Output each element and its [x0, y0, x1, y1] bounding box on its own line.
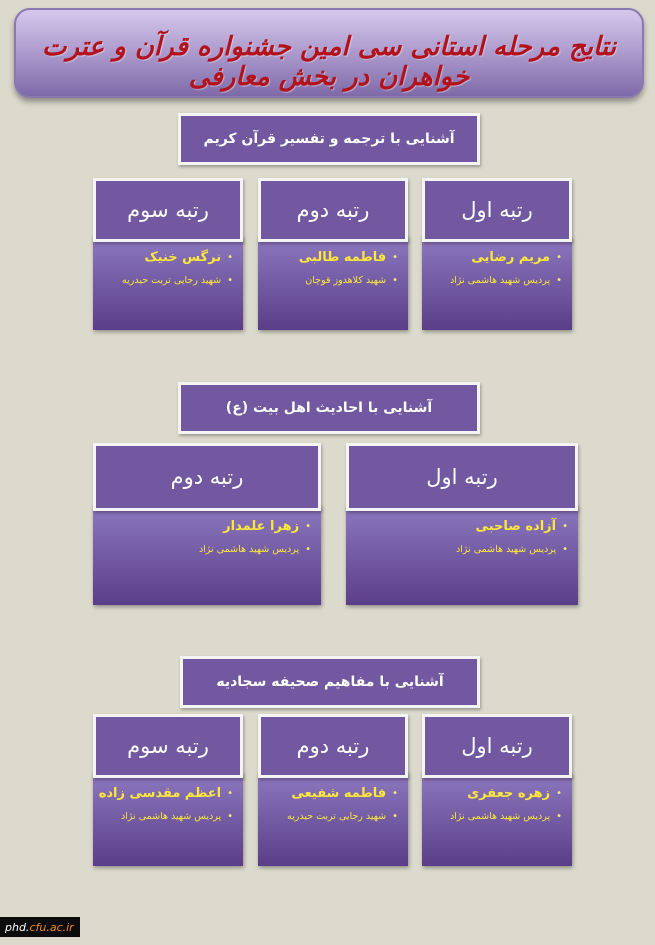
winner-campus: پردیس شهید هاشمی نژاد	[449, 275, 551, 286]
rank-card-first	[422, 236, 572, 330]
logo-prefix: phd.	[5, 920, 30, 934]
winner-campus: پردیس شهید هاشمی نژاد	[449, 811, 551, 822]
winner-campus: شهید رجایی تربت حیدریه	[287, 811, 387, 822]
bullet-icon: •	[227, 811, 233, 822]
section-header-hadith: آشنایی با احادیث اهل بیت (ع)	[178, 382, 480, 434]
bullet-icon: •	[305, 544, 311, 555]
rank-label-first: رتبه اول	[346, 443, 578, 511]
rank-label-second: رتبه دوم	[258, 178, 408, 242]
winner-campus: پردیس شهید هاشمی نژاد	[455, 544, 557, 555]
rank-card-second	[258, 236, 408, 330]
winner-campus: پردیس شهید هاشمی نژاد	[198, 544, 300, 555]
bullet-icon: •	[392, 252, 398, 263]
bullet-icon: •	[392, 788, 398, 799]
rank-card-first	[422, 772, 572, 866]
winner-name: زهره جعفری	[467, 786, 551, 801]
rank-card-first	[346, 505, 578, 605]
bullet-icon: •	[227, 788, 233, 799]
bullet-icon: •	[556, 811, 562, 822]
rank-label-first: رتبه اول	[422, 714, 572, 778]
rank-card-second	[258, 772, 408, 866]
rank-card-second	[93, 505, 321, 605]
bullet-icon: •	[562, 521, 568, 532]
bullet-icon: •	[556, 275, 562, 286]
rank-label-first: رتبه اول	[422, 178, 572, 242]
winner-campus: شهید رجایی تربت حیدریه	[122, 275, 222, 286]
logo-suffix: cfu.ac.ir	[29, 920, 74, 934]
title-banner	[14, 8, 644, 98]
rank-label-second: رتبه دوم	[258, 714, 408, 778]
winner-campus: پردیس شهید هاشمی نژاد	[120, 811, 222, 822]
rank-label-third: رتبه سوم	[93, 178, 243, 242]
winner-name: زهرا علمدار	[223, 519, 300, 534]
rank-card-third	[93, 236, 243, 330]
bullet-icon: •	[305, 521, 311, 532]
bullet-icon: •	[227, 275, 233, 286]
winner-name: فاطمه شفیعی	[291, 786, 387, 801]
rank-label-second: رتبه دوم	[93, 443, 321, 511]
rank-card-third	[93, 772, 243, 866]
winner-name: فاطمه طالبی	[298, 250, 387, 265]
bullet-icon: •	[556, 252, 562, 263]
bullet-icon: •	[227, 252, 233, 263]
winner-name: آزاده صاحبی	[475, 519, 557, 534]
site-logo[interactable]	[0, 917, 80, 937]
bullet-icon: •	[562, 544, 568, 555]
bullet-icon: •	[392, 811, 398, 822]
section-header-sahifa: آشنایی با مفاهیم صحیفه سجادیه	[180, 656, 480, 708]
winner-name: نرگس خنیک	[144, 250, 222, 265]
winner-name: اعظم مقدسی زاده	[98, 786, 222, 801]
bullet-icon: •	[556, 788, 562, 799]
bullet-icon: •	[392, 275, 398, 286]
page-title: نتایج مرحله استانی سی امین جشنواره قرآن و عترت خواهران در بخش معارفی	[41, 32, 617, 92]
section-header-quran: آشنایی با ترجمه و تفسیر قرآن کریم	[178, 113, 480, 165]
winner-name: مریم رضایی	[471, 250, 551, 265]
winner-campus: شهید کلاهدوز قوچان	[305, 275, 387, 286]
rank-label-third: رتبه سوم	[93, 714, 243, 778]
